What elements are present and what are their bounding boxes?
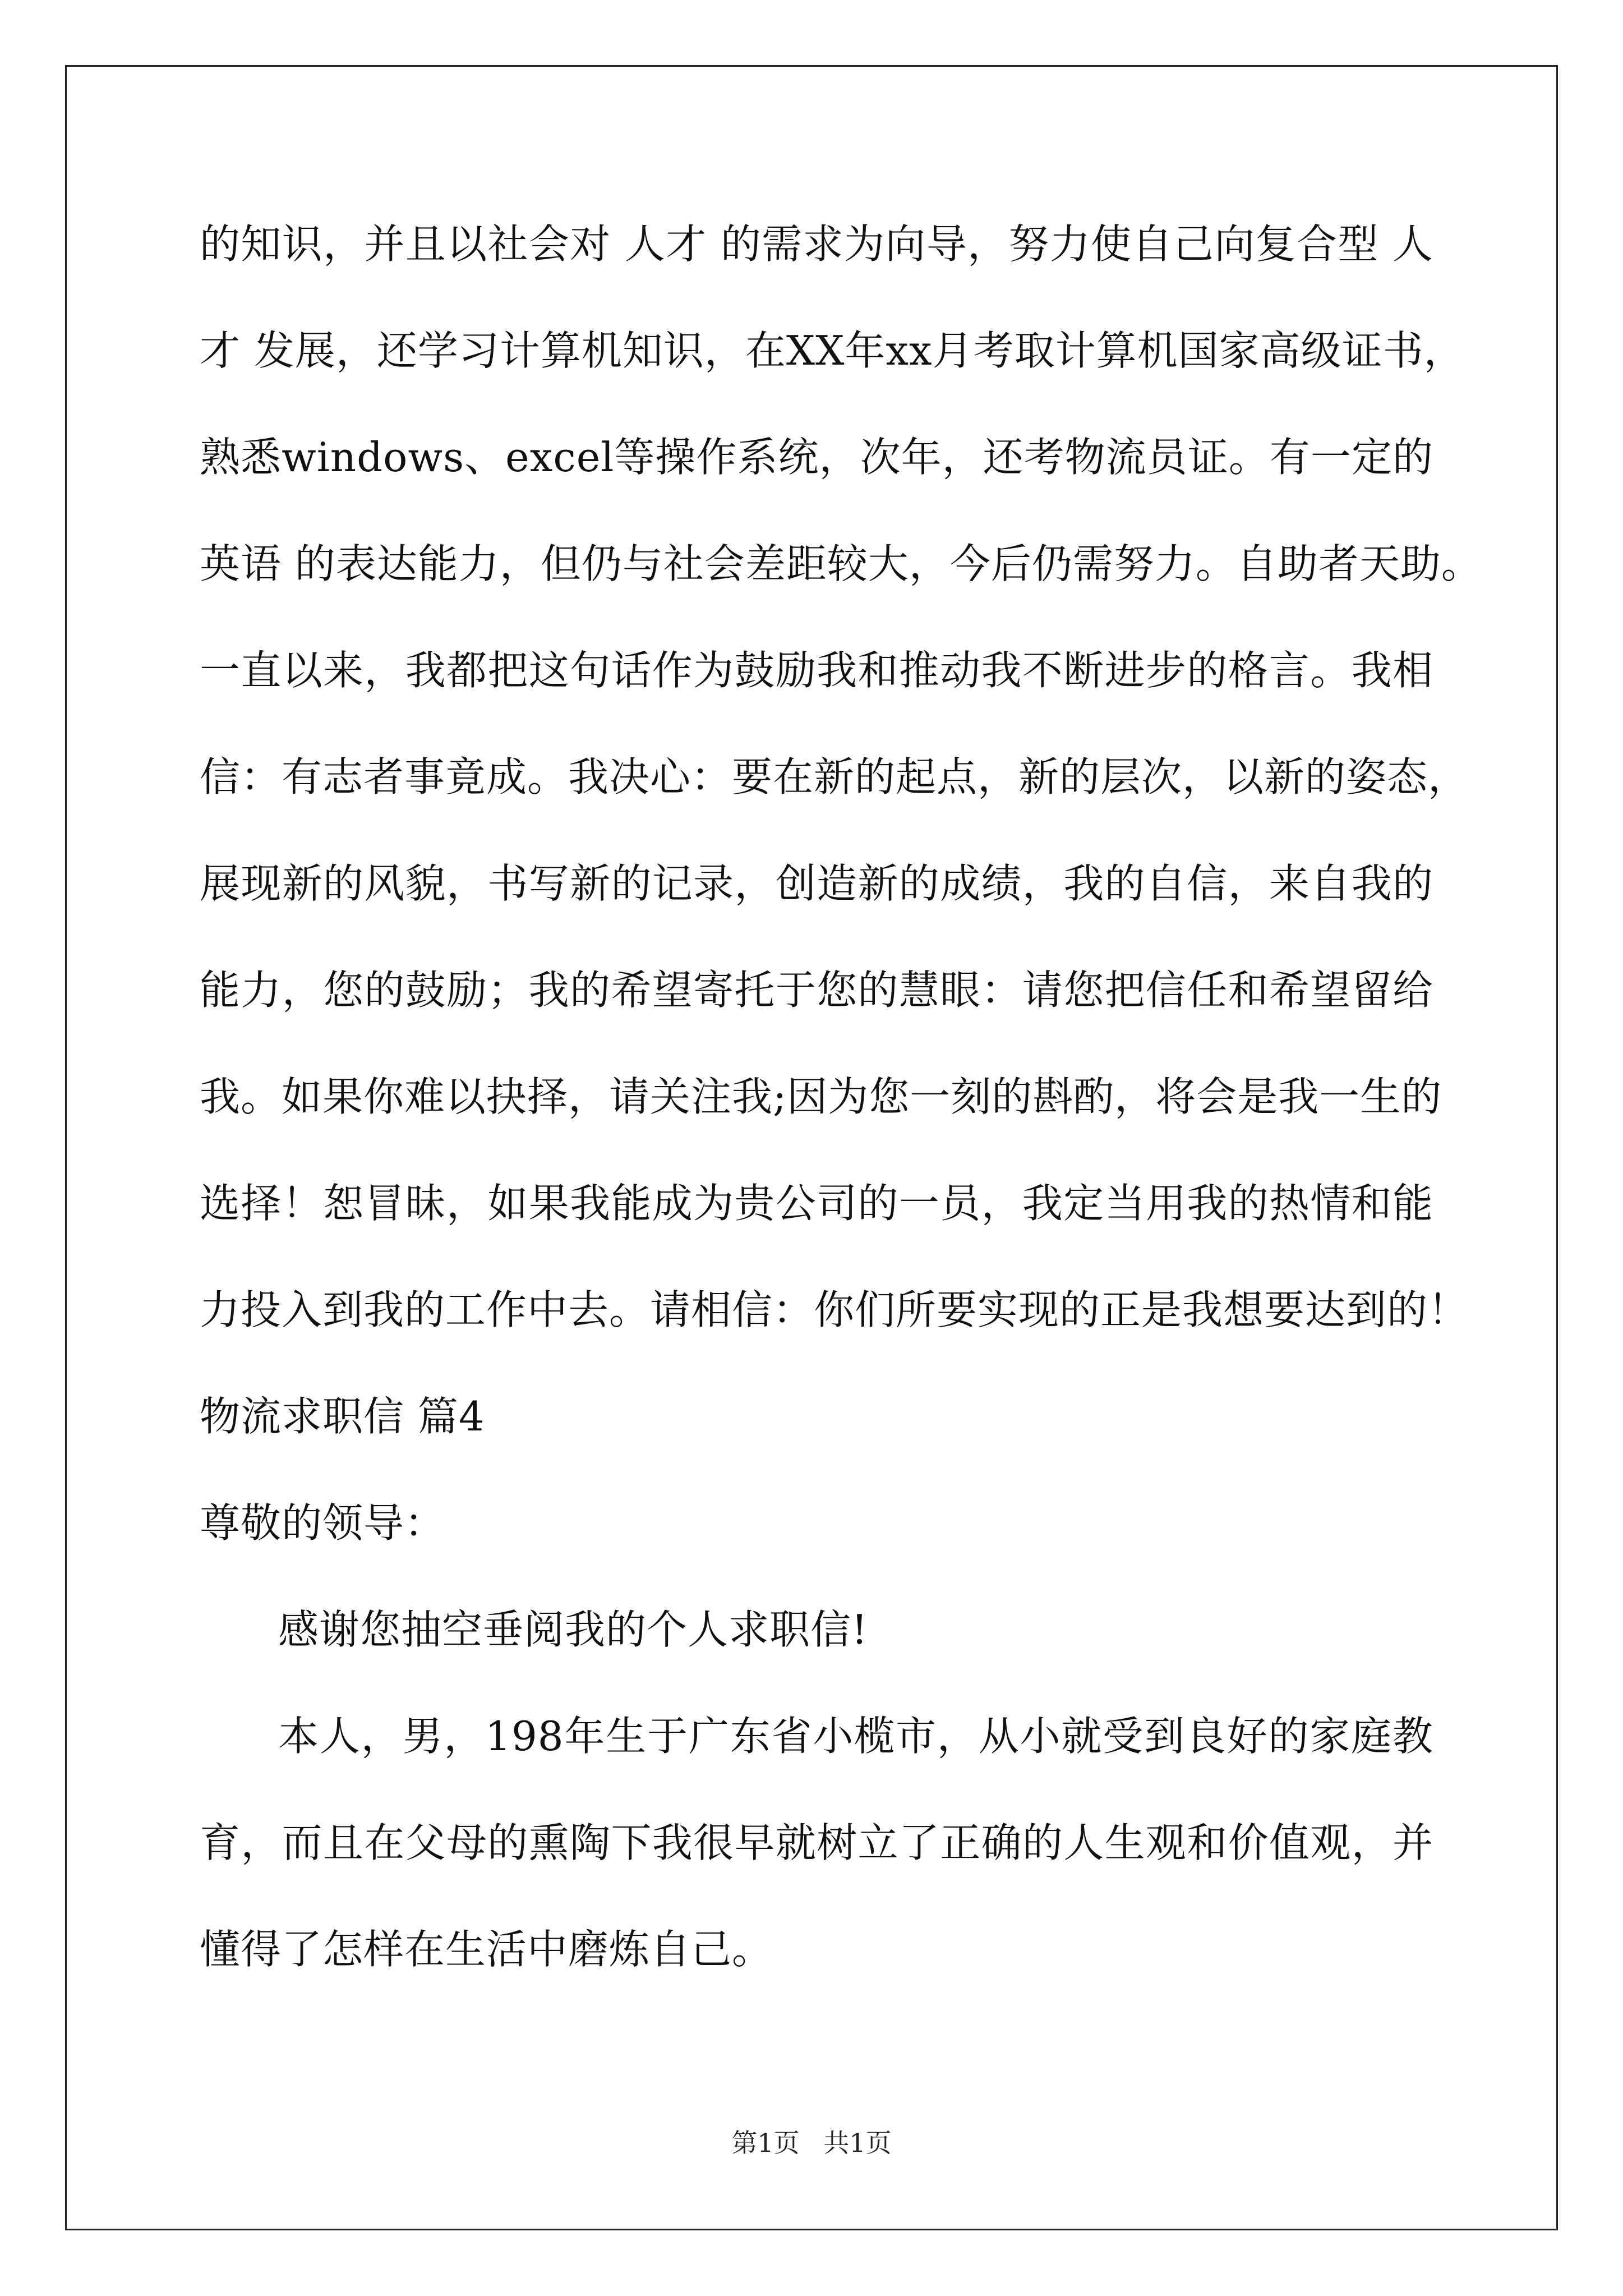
paragraph-intro-line-3: 懂得了怎样在生活中磨炼自己。 <box>200 1926 773 1973</box>
section-title: 物流求职信 篇4 <box>200 1393 485 1440</box>
page-border <box>65 65 1558 2230</box>
page-total: 共1页 <box>823 2128 892 2158</box>
paragraph-intro-line-1: 本人，男，198年生于广东省小榄市，从小就受到良好的家庭教 <box>278 1713 1433 1760</box>
page-footer <box>0 2126 1623 2160</box>
salutation: 尊敬的领导： <box>200 1499 446 1547</box>
paragraph-thanks: 感谢您抽空垂阅我的个人求职信! <box>278 1606 868 1653</box>
body-line-11: 力投入到我的工作中去。请相信：你们所要实现的正是我想要达到的！ <box>200 1286 1469 1333</box>
body-line-3: 熟悉windows、excel等操作系统，次年，还考物流员证。有一定的 <box>200 434 1433 481</box>
body-line-10: 选择！恕冒昧，如果我能成为贵公司的一员，我定当用我的热情和能 <box>200 1180 1433 1227</box>
body-line-7: 展现新的风貌，书写新的记录，创造新的成绩，我的自信，来自我的 <box>200 860 1433 907</box>
paragraph-intro-line-2: 育，而且在父母的熏陶下我很早就树立了正确的人生观和价值观，并 <box>200 1819 1433 1866</box>
body-line-9: 我。如果你难以抉择，请关注我;因为您一刻的斟酌，将会是我一生的 <box>200 1073 1442 1120</box>
body-line-4: 英语 的表达能力，但仍与社会差距较大，今后仍需努力。自助者天助。 <box>200 540 1482 587</box>
page-number: 第1页 <box>731 2128 800 2158</box>
body-line-1: 的知识，并且以社会对 人才 的需求为向导，努力使自己向复合型 人 <box>200 220 1433 268</box>
body-line-5: 一直以来，我都把这句话作为鼓励我和推动我不断进步的格言。我相 <box>200 647 1433 694</box>
body-line-6: 信：有志者事竟成。我决心：要在新的起点，新的层次，以新的姿态， <box>200 753 1469 800</box>
body-line-2: 才 发展，还学习计算机知识，在XX年xx月考取计算机国家高级证书， <box>200 327 1465 374</box>
body-line-8: 能力，您的鼓励；我的希望寄托于您的慧眼：请您把信任和希望留给 <box>200 967 1433 1014</box>
